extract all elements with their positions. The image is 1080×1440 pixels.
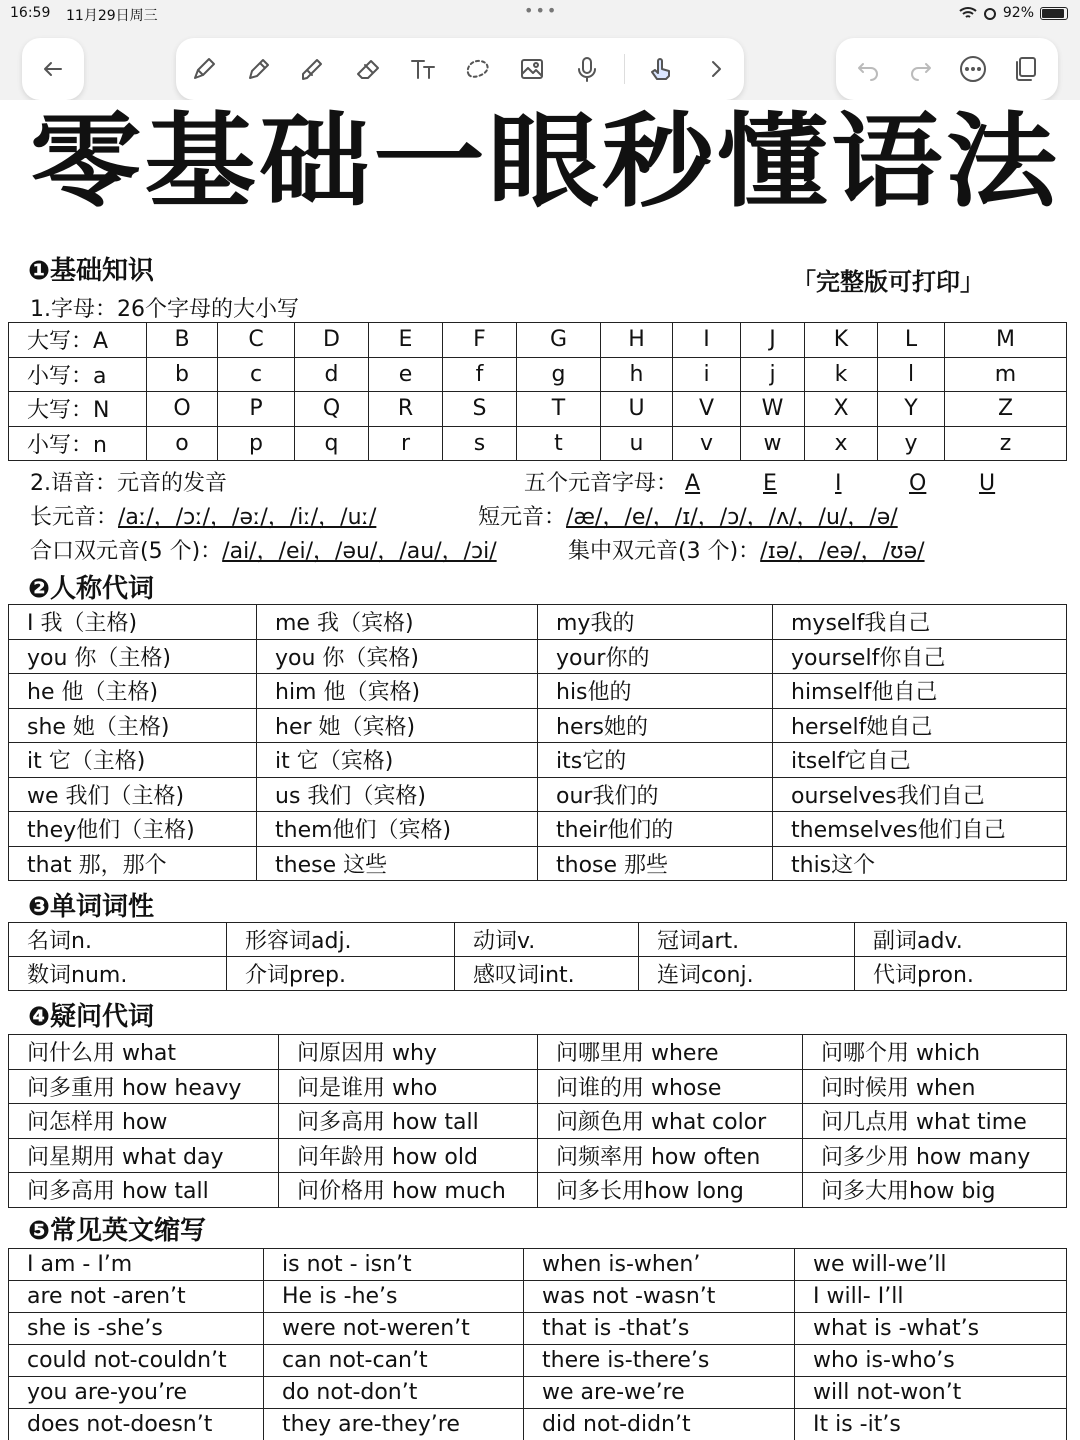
table-row: [9, 426, 1067, 461]
long-vowels-list: /aː/，/ɔː/，/əː/，/iː/，/uː/: [118, 505, 377, 530]
edit-tools: [836, 38, 1058, 100]
table-cell: his他的: [538, 674, 773, 709]
table-cell: was not -wasn’t: [524, 1281, 795, 1313]
table-cell: this这个: [773, 846, 1067, 881]
table-cell: yourself你自己: [773, 639, 1067, 674]
alphabet-subheading: 1.字母：26个字母的大小写: [30, 297, 299, 322]
battery-percent: 92%: [1002, 5, 1034, 21]
table-row: [9, 1281, 1067, 1313]
table-cell: its它的: [538, 743, 773, 778]
multitask-dots-icon[interactable]: •••: [524, 1, 559, 20]
table-cell: they他们（主格): [9, 812, 257, 847]
table-cell: P: [218, 392, 295, 427]
table-row: [9, 1313, 1067, 1345]
table-cell: them他们（宾格): [257, 812, 538, 847]
table-cell: 问几点用 what time: [803, 1104, 1067, 1139]
table-cell: c: [218, 357, 295, 392]
table-cell: S: [443, 392, 517, 427]
table-cell: x: [805, 426, 878, 461]
section-contractions-heading: ❺常见英文缩写: [28, 1216, 207, 1246]
table-cell: E: [369, 323, 443, 358]
table-cell: 问频率用 how often: [538, 1138, 803, 1173]
status-right: [959, 5, 1068, 21]
table-cell: i: [673, 357, 741, 392]
table-cell: O: [147, 392, 218, 427]
vowel-letters: [524, 466, 995, 497]
interrogative-table: [8, 1034, 1067, 1208]
table-row: [9, 923, 1067, 957]
table-cell: 代词pron.: [855, 957, 1067, 991]
table-cell: 名词n.: [9, 923, 227, 957]
table-cell: it 它（宾格): [257, 743, 538, 778]
text-icon[interactable]: [405, 51, 441, 87]
arrow-left-icon: [35, 51, 71, 87]
table-cell: 问多高用 how tall: [9, 1173, 279, 1208]
table-cell: herself她自己: [773, 708, 1067, 743]
table-cell: 问多少用 how many: [803, 1138, 1067, 1173]
table-cell: v: [673, 426, 741, 461]
document-page: [0, 100, 1080, 1440]
table-cell: 小写：n: [9, 426, 147, 461]
table-cell: k: [805, 357, 878, 392]
toolbar-divider: [624, 54, 625, 84]
table-cell: R: [369, 392, 443, 427]
table-cell: 问哪个用 which: [803, 1035, 1067, 1070]
table-cell: 问多大用how big: [803, 1173, 1067, 1208]
alarm-icon: [983, 6, 997, 20]
table-row: [9, 708, 1067, 743]
table-cell: J: [741, 323, 805, 358]
table-cell: she is -she’s: [9, 1313, 264, 1345]
table-cell: I 我（主格): [9, 605, 257, 640]
table-cell: ourselves我们自己: [773, 777, 1067, 812]
table-cell: 介词prep.: [227, 957, 455, 991]
section-pronouns-heading: ❷人称代词: [28, 574, 155, 604]
table-cell: Y: [878, 392, 945, 427]
table-cell: 问多重用 how heavy: [9, 1069, 279, 1104]
microphone-icon[interactable]: [569, 51, 605, 87]
table-cell: she 她（主格): [9, 708, 257, 743]
undo-icon[interactable]: [850, 51, 886, 87]
vowel-letter: A: [685, 471, 701, 496]
table-cell: L: [878, 323, 945, 358]
table-cell: 问什么用 what: [9, 1035, 279, 1070]
table-row: [9, 846, 1067, 881]
highlighter-icon[interactable]: [295, 51, 331, 87]
table-cell: 形容词adj.: [227, 923, 455, 957]
table-cell: me 我（宾格): [257, 605, 538, 640]
status-bar: [0, 0, 1080, 28]
contractions-table: [8, 1248, 1067, 1440]
page-title: 零基础一眼秒懂语法: [30, 103, 1061, 222]
table-cell: G: [517, 323, 601, 358]
centering-diphthongs: [568, 534, 925, 565]
long-vowels: [30, 500, 376, 531]
table-cell: f: [443, 357, 517, 392]
table-cell: your你的: [538, 639, 773, 674]
long-vowels-label: 长元音：: [30, 505, 119, 530]
table-cell: z: [945, 426, 1067, 461]
table-cell: hers她的: [538, 708, 773, 743]
table-cell: 问颜色用 what color: [538, 1104, 803, 1139]
table-cell: p: [218, 426, 295, 461]
table-row: [9, 323, 1067, 358]
pronoun-table: [8, 604, 1067, 881]
table-cell: I: [673, 323, 741, 358]
table-cell: o: [147, 426, 218, 461]
table-cell: He is -he’s: [264, 1281, 524, 1313]
section-basics-heading: ❶基础知识: [28, 256, 155, 286]
table-cell: when is-when’: [524, 1249, 795, 1281]
table-cell: we will-we’ll: [795, 1249, 1067, 1281]
table-cell: him 他（宾格): [257, 674, 538, 709]
table-cell: were not-weren’t: [264, 1313, 524, 1345]
table-cell: U: [601, 392, 673, 427]
table-cell: her 她（宾格): [257, 708, 538, 743]
table-cell: l: [878, 357, 945, 392]
table-row: [9, 1173, 1067, 1208]
vowel-letter: O: [909, 471, 927, 496]
short-vowels-list: /æ/，/e/，/ɪ/，/ɔ/，/ʌ/，/u/，/ə/: [566, 505, 898, 530]
table-cell: I am - I’m: [9, 1249, 264, 1281]
pen-icon[interactable]: [186, 51, 222, 87]
table-cell: 问是谁用 who: [279, 1069, 538, 1104]
table-row: [9, 392, 1067, 427]
table-cell: 问年龄用 how old: [279, 1138, 538, 1173]
table-cell: j: [741, 357, 805, 392]
battery-fill: [1042, 9, 1064, 18]
table-cell: t: [517, 426, 601, 461]
table-cell: 冠词art.: [639, 923, 855, 957]
table-cell: our我们的: [538, 777, 773, 812]
vowel-letters-label: 五个元音字母：: [524, 471, 679, 496]
table-cell: what is -what’s: [795, 1313, 1067, 1345]
table-cell: g: [517, 357, 601, 392]
pages-icon[interactable]: [1008, 51, 1044, 87]
table-cell: 问多长用how long: [538, 1173, 803, 1208]
table-row: [9, 1035, 1067, 1070]
table-cell: could not-couldn’t: [9, 1345, 264, 1377]
table-cell: that 那，那个: [9, 846, 257, 881]
table-cell: C: [218, 323, 295, 358]
short-vowels: [478, 500, 898, 531]
more-icon[interactable]: [955, 51, 991, 87]
table-row: [9, 674, 1067, 709]
vowel-letter: I: [835, 471, 842, 496]
table-cell: h: [601, 357, 673, 392]
table-cell: 小写：a: [9, 357, 147, 392]
table-row: [9, 1249, 1067, 1281]
table-cell: their他们的: [538, 812, 773, 847]
sound-subheading: 2.语音：元音的发音: [30, 471, 227, 496]
table-row: [9, 743, 1067, 778]
table-row: [9, 1104, 1067, 1139]
status-time: 16:59: [10, 5, 51, 21]
table-cell: it 它（主格): [9, 743, 257, 778]
alphabet-table: [8, 322, 1067, 461]
table-cell: you 你（宾格): [257, 639, 538, 674]
table-cell: these 这些: [257, 846, 538, 881]
table-row: [9, 357, 1067, 392]
table-cell: 问谁的用 whose: [538, 1069, 803, 1104]
table-cell: D: [295, 323, 369, 358]
table-cell: himself他自己: [773, 674, 1067, 709]
table-cell: those 那些: [538, 846, 773, 881]
table-cell: 问原因用 why: [279, 1035, 538, 1070]
centering-diphthongs-list: /ɪə/，/eə/，/ʊə/: [760, 539, 925, 564]
table-cell: 问时候用 when: [803, 1069, 1067, 1104]
table-cell: we 我们（主格): [9, 777, 257, 812]
table-cell: 大写：N: [9, 392, 147, 427]
table-row: [9, 1345, 1067, 1377]
parts-of-speech-table: [8, 922, 1067, 991]
closing-diphthongs-list: /ai/，/ei/，/əu/，/au/，/ɔi/: [222, 539, 497, 564]
short-vowels-label: 短元音：: [478, 505, 567, 530]
table-cell: are not -aren’t: [9, 1281, 264, 1313]
table-cell: b: [147, 357, 218, 392]
table-cell: 问价格用 how much: [279, 1173, 538, 1208]
table-row: [9, 605, 1067, 640]
table-cell: my我的: [538, 605, 773, 640]
table-row: [9, 1138, 1067, 1173]
table-cell: 问怎样用 how: [9, 1104, 279, 1139]
table-row: [9, 1377, 1067, 1409]
table-cell: do not-don’t: [264, 1377, 524, 1409]
table-row: [9, 639, 1067, 674]
table-cell: I will- I’ll: [795, 1281, 1067, 1313]
table-cell: will not-won’t: [795, 1377, 1067, 1409]
eraser-icon[interactable]: [350, 51, 386, 87]
table-cell: you 你（主格): [9, 639, 257, 674]
table-cell: u: [601, 426, 673, 461]
table-cell: we are-we’re: [524, 1377, 795, 1409]
table-row: [9, 1409, 1067, 1440]
status-date: 11月29日周三: [66, 8, 158, 24]
vowel-letter: E: [763, 471, 777, 496]
table-cell: he 他（主格): [9, 674, 257, 709]
lasso-icon[interactable]: [459, 51, 495, 87]
table-cell: 感叹词int.: [455, 957, 639, 991]
table-cell: K: [805, 323, 878, 358]
table-cell: there is-there’s: [524, 1345, 795, 1377]
table-row: [9, 812, 1067, 847]
table-cell: X: [805, 392, 878, 427]
table-cell: W: [741, 392, 805, 427]
table-cell: us 我们（宾格): [257, 777, 538, 812]
pencil-icon[interactable]: [241, 51, 277, 87]
drawing-tools: [176, 38, 744, 100]
table-cell: 问哪里用 where: [538, 1035, 803, 1070]
centering-diphthongs-label: 集中双元音(3 个)：: [568, 539, 761, 564]
table-cell: y: [878, 426, 945, 461]
table-cell: M: [945, 323, 1067, 358]
table-cell: w: [741, 426, 805, 461]
table-cell: 动词v.: [455, 923, 639, 957]
closing-diphthongs: [30, 534, 497, 565]
print-note: 「完整版可打印」: [792, 268, 984, 296]
table-cell: d: [295, 357, 369, 392]
touch-hand-icon[interactable]: [643, 51, 679, 87]
table-cell: e: [369, 357, 443, 392]
image-icon[interactable]: [514, 51, 550, 87]
table-cell: V: [673, 392, 741, 427]
section-interrogatives-heading: ❹疑问代词: [28, 1002, 155, 1032]
table-cell: who is-who’s: [795, 1345, 1067, 1377]
table-cell: 副词adv.: [855, 923, 1067, 957]
table-cell: m: [945, 357, 1067, 392]
closing-diphthongs-label: 合口双元音(5 个)：: [30, 539, 223, 564]
table-cell: can not-can’t: [264, 1345, 524, 1377]
table-cell: 大写：A: [9, 323, 147, 358]
table-row: [9, 777, 1067, 812]
table-cell: does not-doesn’t: [9, 1409, 264, 1440]
table-cell: 连词conj.: [639, 957, 855, 991]
table-cell: T: [517, 392, 601, 427]
table-cell: 问星期用 what day: [9, 1138, 279, 1173]
table-row: [9, 957, 1067, 991]
chevron-right-icon[interactable]: [698, 51, 734, 87]
wifi-icon: [959, 6, 977, 20]
table-cell: Q: [295, 392, 369, 427]
back-button[interactable]: [22, 38, 84, 100]
table-cell: they are-they’re: [264, 1409, 524, 1440]
redo-icon[interactable]: [903, 51, 939, 87]
table-cell: r: [369, 426, 443, 461]
section-parts-of-speech-heading: ❸单词词性: [28, 892, 155, 922]
table-cell: did not-didn’t: [524, 1409, 795, 1440]
table-cell: 问多高用 how tall: [279, 1104, 538, 1139]
table-cell: is not - isn’t: [264, 1249, 524, 1281]
battery-icon: [1040, 7, 1068, 20]
table-cell: F: [443, 323, 517, 358]
table-cell: themselves他们自己: [773, 812, 1067, 847]
table-cell: s: [443, 426, 517, 461]
table-cell: B: [147, 323, 218, 358]
notes-toolbar: [0, 28, 1080, 100]
table-cell: that is -that’s: [524, 1313, 795, 1345]
table-cell: Z: [945, 392, 1067, 427]
table-cell: It is -it’s: [795, 1409, 1067, 1440]
table-cell: you are-you’re: [9, 1377, 264, 1409]
vowel-letter: U: [979, 471, 996, 496]
table-cell: H: [601, 323, 673, 358]
table-cell: 数词num.: [9, 957, 227, 991]
table-cell: q: [295, 426, 369, 461]
table-row: [9, 1069, 1067, 1104]
table-cell: itself它自己: [773, 743, 1067, 778]
table-cell: myself我自己: [773, 605, 1067, 640]
